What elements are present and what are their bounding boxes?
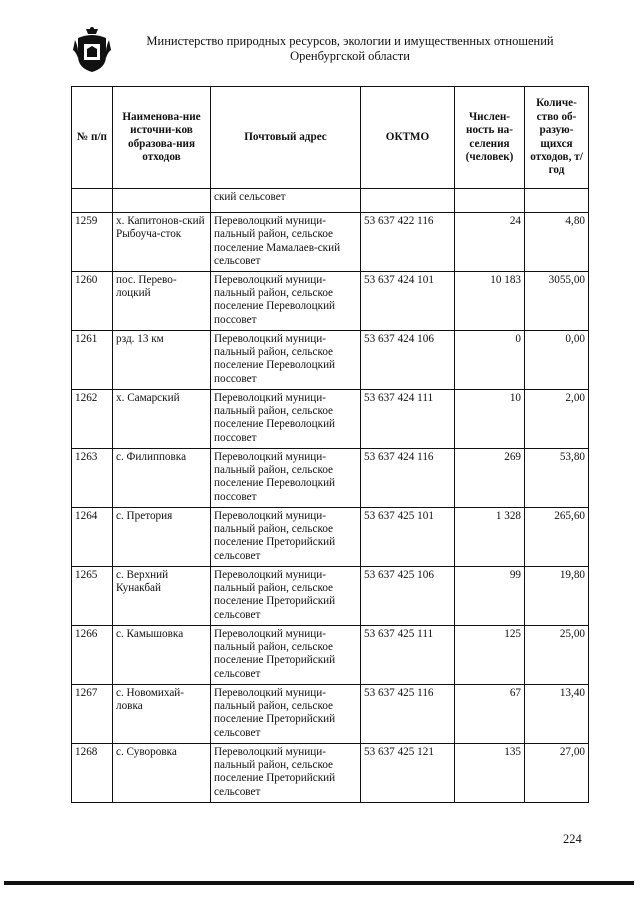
cell-address: Переволоцкий муници-пальный район, сельское поселение Преторийский сельсовет bbox=[211, 566, 361, 625]
cell-waste: 13,40 bbox=[525, 684, 589, 743]
cell-address: Переволоцкий муници-пальный район, сельское поселение Мамалаев-ский сельсовет bbox=[211, 213, 361, 272]
waste-sources-table bbox=[71, 86, 589, 803]
table-row-continuation bbox=[72, 189, 589, 213]
cell-population: 24 bbox=[455, 213, 525, 272]
cell-population: 10 bbox=[455, 389, 525, 448]
cell-address: Переволоцкий муници-пальный район, сельское поселение Преторийский сельсовет bbox=[211, 684, 361, 743]
cell-waste: 3055,00 bbox=[525, 271, 589, 330]
cell-number: 1261 bbox=[72, 330, 113, 389]
cell-source-name: с. Претория bbox=[113, 507, 211, 566]
table-row bbox=[72, 448, 589, 507]
cell-population: 67 bbox=[455, 684, 525, 743]
cell-address: Переволоцкий муници-пальный район, сельское поселение Переволоцкий поссовет bbox=[211, 389, 361, 448]
column-header-number: № п/п bbox=[72, 87, 113, 189]
table-row bbox=[72, 743, 589, 802]
cell-address: Переволоцкий муници-пальный район, сельское поселение Переволоцкий поссовет bbox=[211, 448, 361, 507]
cell-number: 1263 bbox=[72, 448, 113, 507]
table-row bbox=[72, 213, 589, 272]
cell-source-name: с. Суворовка bbox=[113, 743, 211, 802]
cell-population: 269 bbox=[455, 448, 525, 507]
header-line-1: Министерство природных ресурсов, экологии и имущественных отношений bbox=[146, 34, 554, 48]
cell-source-name: с. Верхний Кунакбай bbox=[113, 566, 211, 625]
cell-population: 135 bbox=[455, 743, 525, 802]
cell-oktmo: 53 637 425 111 bbox=[361, 625, 455, 684]
cell-waste: 2,00 bbox=[525, 389, 589, 448]
table-row bbox=[72, 566, 589, 625]
page-number: 224 bbox=[563, 832, 582, 846]
cell-waste: 25,00 bbox=[525, 625, 589, 684]
table-row bbox=[72, 330, 589, 389]
cell-waste: 19,80 bbox=[525, 566, 589, 625]
cell-oktmo: 53 637 425 106 bbox=[361, 566, 455, 625]
cell-oktmo: 53 637 425 121 bbox=[361, 743, 455, 802]
cell-number: 1260 bbox=[72, 271, 113, 330]
column-header-waste-amount: Количе-ство об-разую-щихся отходов, т/год bbox=[525, 87, 589, 189]
cell-number: 1266 bbox=[72, 625, 113, 684]
column-header-population: Числен-ность на-селения (человек) bbox=[455, 87, 525, 189]
cell-source-name: с. Камышовка bbox=[113, 625, 211, 684]
cell-number: 1268 bbox=[72, 743, 113, 802]
cell-source-name: с. Филипповка bbox=[113, 448, 211, 507]
cell-oktmo: 53 637 424 106 bbox=[361, 330, 455, 389]
cell-address: Переволоцкий муници-пальный район, сельское поселение Переволоцкий поссовет bbox=[211, 271, 361, 330]
cell-waste: 27,00 bbox=[525, 743, 589, 802]
cell-oktmo: 53 637 425 101 bbox=[361, 507, 455, 566]
cell-population: 125 bbox=[455, 625, 525, 684]
cell-population: 1 328 bbox=[455, 507, 525, 566]
cell-oktmo: 53 637 422 116 bbox=[361, 213, 455, 272]
column-header-postal-address: Почтовый адрес bbox=[211, 87, 361, 189]
cell-number: 1264 bbox=[72, 507, 113, 566]
coat-of-arms-icon bbox=[72, 26, 112, 74]
cell-oktmo: 53 637 424 111 bbox=[361, 389, 455, 448]
ministry-header bbox=[120, 34, 580, 64]
cell-oktmo: 53 637 424 116 bbox=[361, 448, 455, 507]
cell-number: 1259 bbox=[72, 213, 113, 272]
cell-waste: 53,80 bbox=[525, 448, 589, 507]
cell-population: 10 183 bbox=[455, 271, 525, 330]
cell-population: 99 bbox=[455, 566, 525, 625]
column-header-oktmo: ОКТМО bbox=[361, 87, 455, 189]
cell-oktmo: 53 637 424 101 bbox=[361, 271, 455, 330]
header-line-2: Оренбургской области bbox=[290, 49, 410, 63]
cell-number: 1267 bbox=[72, 684, 113, 743]
cell-address: Переволоцкий муници-пальный район, сельское поселение Переволоцкий поссовет bbox=[211, 330, 361, 389]
table-header-row bbox=[72, 87, 589, 189]
cell-address: Переволоцкий муници-пальный район, сельское поселение Преторийский сельсовет bbox=[211, 625, 361, 684]
table-row bbox=[72, 271, 589, 330]
cell-source-name: х. Капитонов-ский Рыбоуча-сток bbox=[113, 213, 211, 272]
cell-source-name: х. Самарский bbox=[113, 389, 211, 448]
cell-waste: 265,60 bbox=[525, 507, 589, 566]
cell-oktmo: 53 637 425 116 bbox=[361, 684, 455, 743]
column-header-source-name: Наименова-ние источни-ков образова-ния отходов bbox=[113, 87, 211, 189]
cell-number: 1265 bbox=[72, 566, 113, 625]
cell-source-name: пос. Перево-лоцкий bbox=[113, 271, 211, 330]
table-row bbox=[72, 625, 589, 684]
cell-waste: 0,00 bbox=[525, 330, 589, 389]
table-row bbox=[72, 684, 589, 743]
cell-address-continuation: ский сельсовет bbox=[211, 189, 361, 213]
table-row bbox=[72, 507, 589, 566]
cell-address: Переволоцкий муници-пальный район, сельское поселение Преторийский сельсовет bbox=[211, 743, 361, 802]
cell-source-name: рзд. 13 км bbox=[113, 330, 211, 389]
cell-waste: 4,80 bbox=[525, 213, 589, 272]
cell-number: 1262 bbox=[72, 389, 113, 448]
table-row bbox=[72, 389, 589, 448]
footer-divider bbox=[4, 881, 634, 885]
cell-source-name: с. Новомихай-ловка bbox=[113, 684, 211, 743]
cell-address: Переволоцкий муници-пальный район, сельское поселение Преторийский сельсовет bbox=[211, 507, 361, 566]
cell-population: 0 bbox=[455, 330, 525, 389]
